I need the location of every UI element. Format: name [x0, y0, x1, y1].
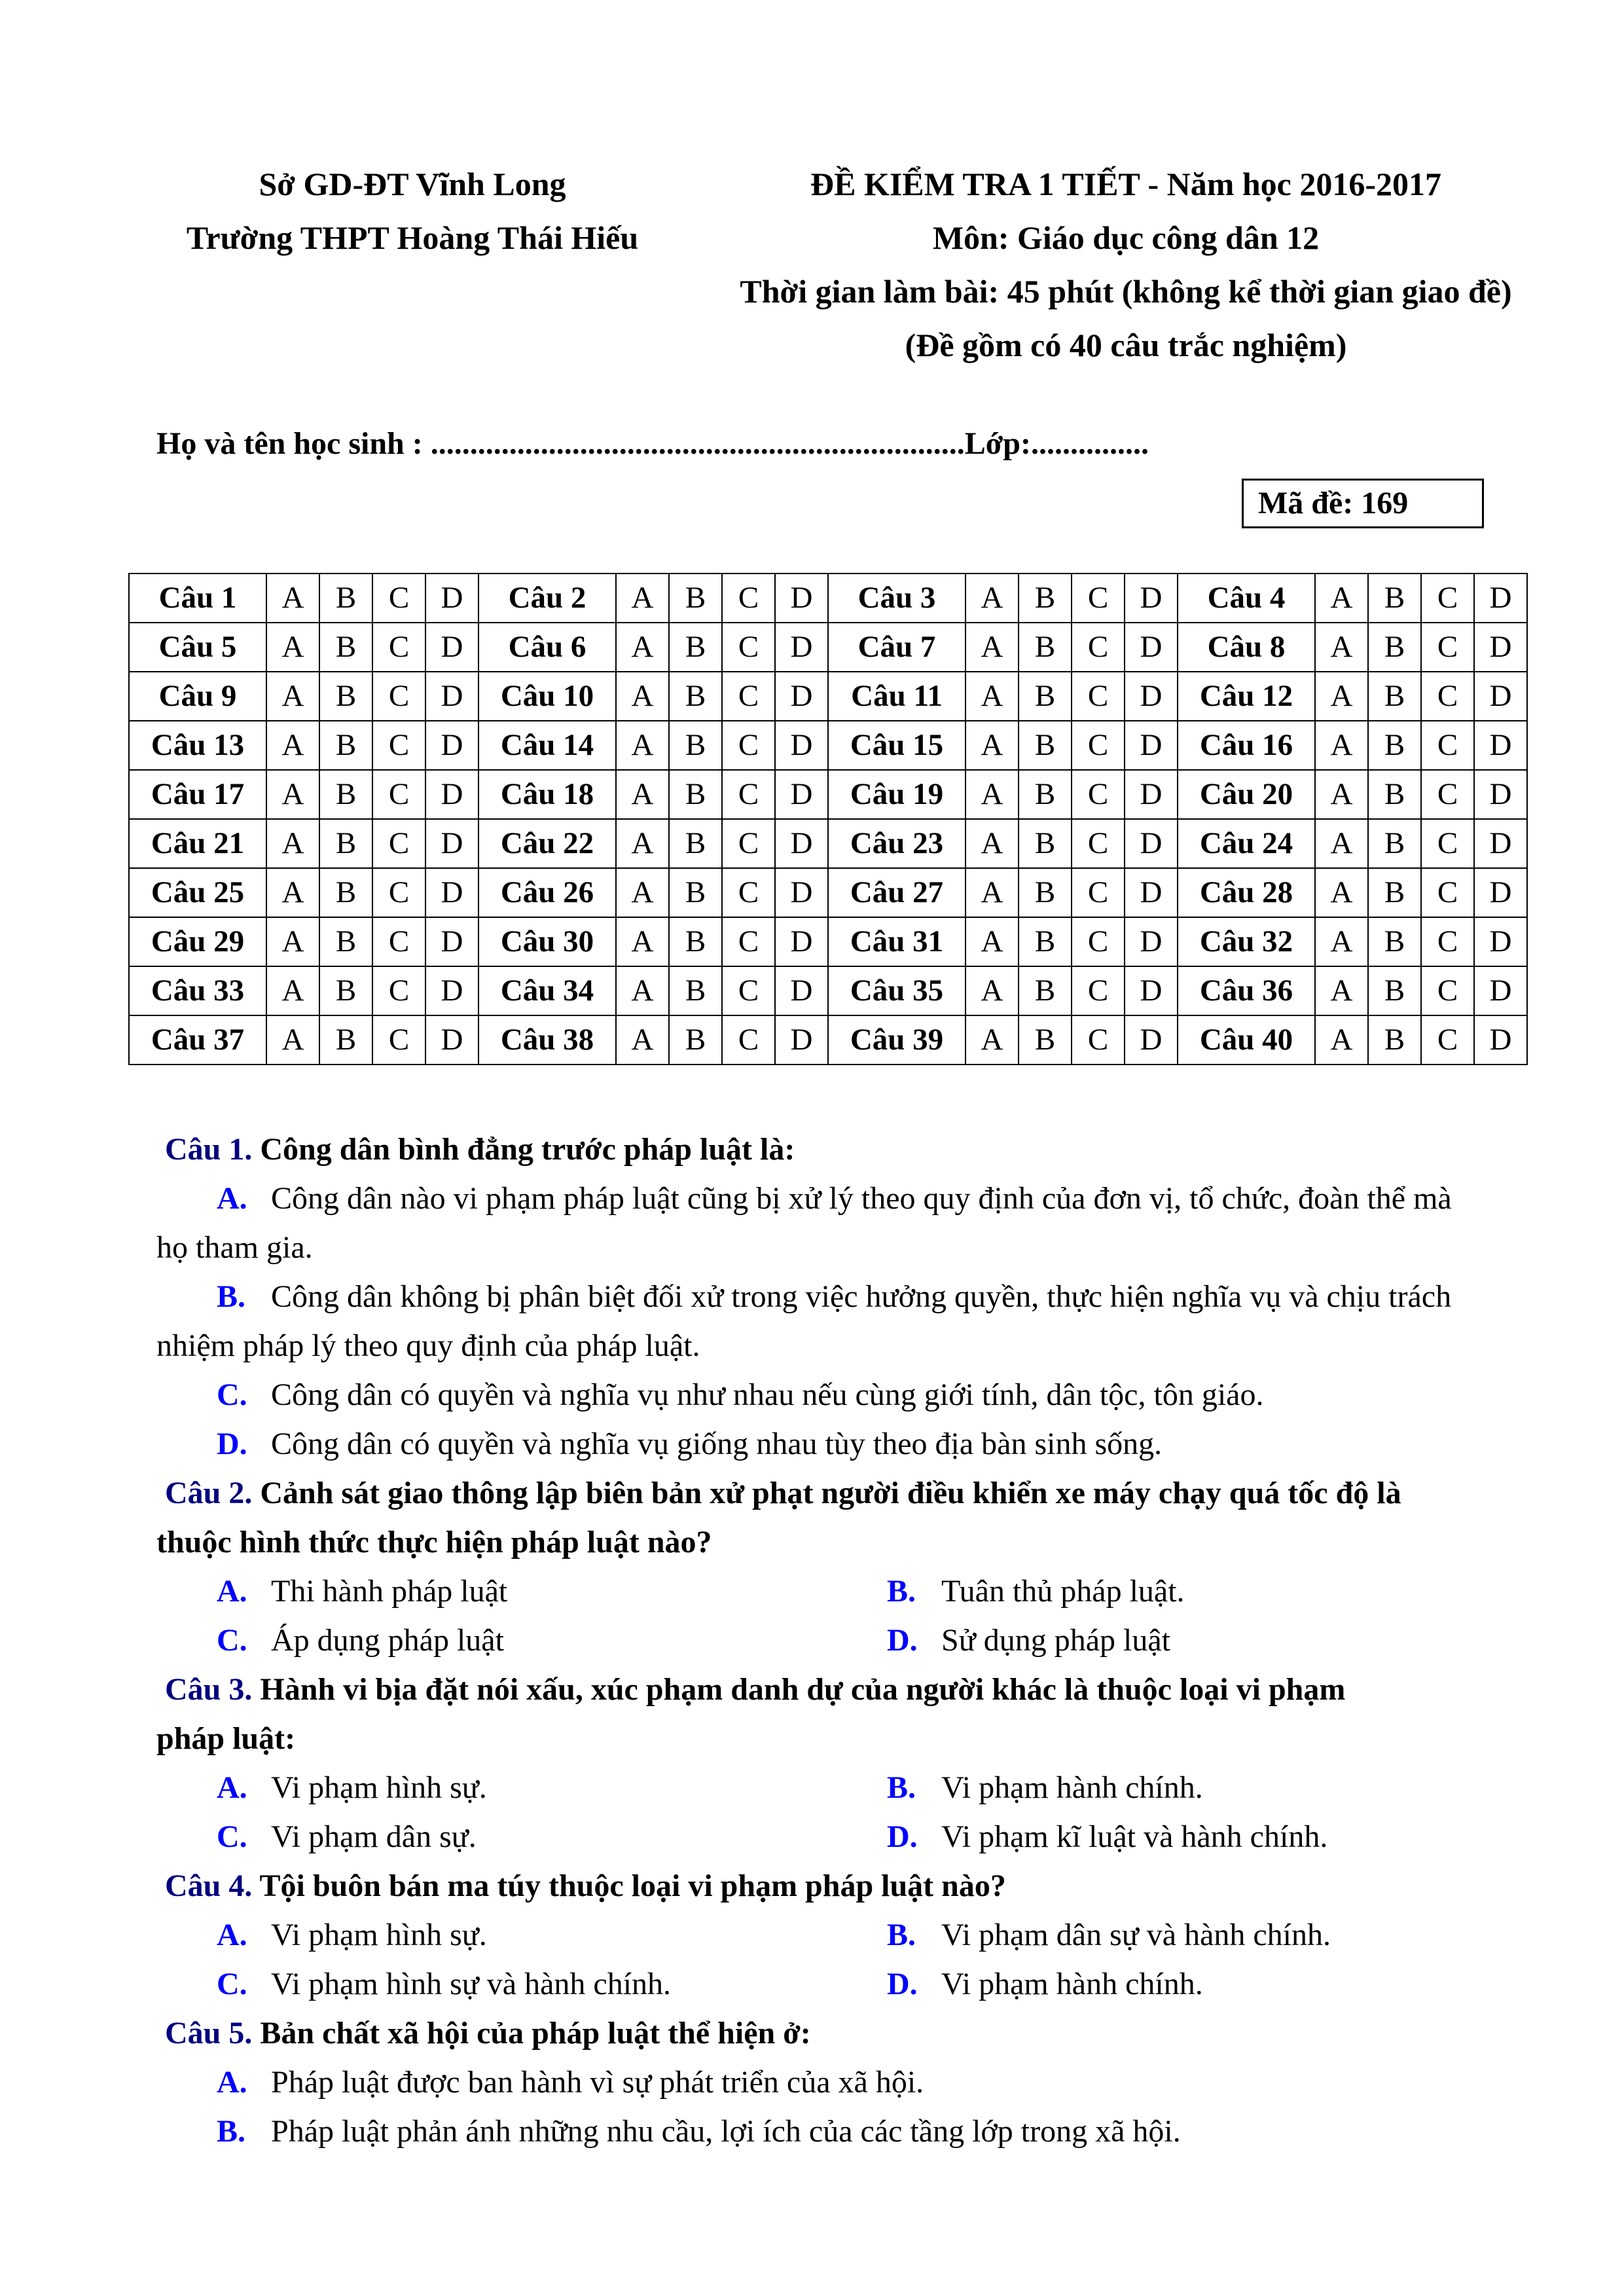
exam-header	[694, 157, 1558, 372]
grid-question-label: Câu 18	[478, 770, 616, 819]
option-c	[217, 1616, 504, 1665]
option-label: A.	[217, 1574, 247, 1609]
option-text: Vi phạm hình sự.	[271, 1770, 487, 1805]
option-row	[0, 1812, 1624, 1861]
answer-grid-row	[129, 868, 1527, 917]
grid-option-cell[interactable]: C	[1421, 819, 1474, 868]
answer-grid-row	[129, 721, 1527, 770]
grid-option-cell[interactable]: D	[1125, 1015, 1178, 1065]
grid-question-label: Câu 25	[129, 868, 266, 917]
answer-grid-row	[129, 1015, 1527, 1065]
question-text-continued: pháp luật:	[156, 1721, 296, 1756]
grid-option-cell[interactable]: D	[1125, 819, 1178, 868]
grid-option-cell[interactable]: D	[1125, 770, 1178, 819]
grid-option-cell[interactable]: C	[372, 917, 425, 966]
grid-option-cell[interactable]: C	[1421, 917, 1474, 966]
exam-note: (Đề gồm có 40 câu trắc nghiệm)	[905, 327, 1347, 363]
grid-option-cell[interactable]: C	[372, 672, 425, 721]
grid-option-cell[interactable]: D	[1125, 623, 1178, 672]
grid-option-cell[interactable]: A	[616, 917, 669, 966]
option-d	[0, 1419, 1624, 1468]
exam-code-box: Mã đề: 169	[1242, 479, 1484, 528]
grid-option-cell[interactable]: A	[1315, 672, 1368, 721]
option-a	[217, 1910, 487, 1959]
option-c	[0, 1370, 1624, 1419]
answer-grid-row	[129, 623, 1527, 672]
grid-option-cell[interactable]: D	[425, 672, 478, 721]
grid-option-cell[interactable]: B	[669, 819, 722, 868]
option-d	[887, 1812, 1327, 1861]
grid-option-cell[interactable]: A	[1315, 623, 1368, 672]
option-b	[0, 1272, 1624, 1370]
grid-option-cell[interactable]: A	[616, 868, 669, 917]
grid-option-cell[interactable]: D	[425, 623, 478, 672]
grid-option-cell[interactable]: D	[775, 819, 828, 868]
grid-option-cell[interactable]: D	[775, 672, 828, 721]
grid-option-cell[interactable]: D	[425, 966, 478, 1015]
grid-question-label: Câu 32	[1178, 917, 1315, 966]
grid-option-cell[interactable]: A	[266, 672, 319, 721]
option-label: D.	[887, 1623, 918, 1658]
grid-option-cell[interactable]: C	[1421, 623, 1474, 672]
grid-option-cell[interactable]: B	[1368, 770, 1421, 819]
grid-option-cell[interactable]: D	[1125, 574, 1178, 623]
grid-option-cell[interactable]: C	[1072, 868, 1125, 917]
grid-question-label: Câu 33	[129, 966, 266, 1015]
answer-grid-row	[129, 917, 1527, 966]
grid-option-cell[interactable]: B	[1368, 819, 1421, 868]
grid-option-cell[interactable]: D	[425, 574, 478, 623]
school-header	[151, 157, 674, 264]
grid-option-cell[interactable]: C	[722, 966, 775, 1015]
grid-question-label: Câu 12	[1178, 672, 1315, 721]
grid-option-cell[interactable]: A	[616, 623, 669, 672]
answer-grid-row	[129, 574, 1527, 623]
grid-option-cell[interactable]: B	[669, 721, 722, 770]
question-3	[0, 1665, 1624, 1714]
option-label: D.	[887, 1819, 918, 1854]
grid-option-cell[interactable]: A	[616, 1015, 669, 1065]
grid-option-cell[interactable]: B	[1019, 1015, 1072, 1065]
question-number: Câu 4.	[165, 1868, 253, 1903]
grid-option-cell[interactable]: B	[319, 819, 372, 868]
grid-option-cell[interactable]: C	[1421, 672, 1474, 721]
grid-option-cell[interactable]: A	[616, 819, 669, 868]
grid-option-cell[interactable]: D	[1474, 574, 1527, 623]
grid-option-cell[interactable]: D	[1474, 721, 1527, 770]
grid-question-label: Câu 36	[1178, 966, 1315, 1015]
grid-option-cell[interactable]: B	[1368, 966, 1421, 1015]
grid-option-cell[interactable]: D	[1474, 819, 1527, 868]
grid-option-cell[interactable]: A	[266, 721, 319, 770]
grid-option-cell[interactable]: D	[1474, 770, 1527, 819]
grid-option-cell[interactable]: C	[1421, 1015, 1474, 1065]
option-b	[0, 2107, 1624, 2156]
grid-option-cell[interactable]: B	[669, 770, 722, 819]
grid-option-cell[interactable]: D	[1125, 672, 1178, 721]
grid-option-cell[interactable]: A	[1315, 917, 1368, 966]
grid-option-cell[interactable]: D	[425, 868, 478, 917]
grid-question-label: Câu 20	[1178, 770, 1315, 819]
grid-option-cell[interactable]: C	[1421, 574, 1474, 623]
answer-grid-row	[129, 672, 1527, 721]
question-number: Câu 3.	[165, 1672, 253, 1707]
grid-option-cell[interactable]: C	[1072, 770, 1125, 819]
grid-option-cell[interactable]: B	[1019, 574, 1072, 623]
grid-question-label: Câu 23	[828, 819, 965, 868]
grid-option-cell[interactable]: A	[965, 868, 1019, 917]
grid-option-cell[interactable]: A	[616, 721, 669, 770]
question-text: Công dân bình đẳng trước pháp luật là:	[260, 1132, 795, 1167]
grid-option-cell[interactable]: A	[266, 917, 319, 966]
grid-option-cell[interactable]: B	[1368, 721, 1421, 770]
grid-option-cell[interactable]: A	[1315, 770, 1368, 819]
grid-question-label: Câu 31	[828, 917, 965, 966]
option-label: D.	[887, 1967, 918, 2001]
grid-option-cell[interactable]: B	[319, 966, 372, 1015]
grid-option-cell[interactable]: A	[1315, 1015, 1368, 1065]
grid-option-cell[interactable]: C	[1072, 623, 1125, 672]
option-label: C.	[217, 1819, 247, 1854]
option-text: Công dân không bị phân biệt đối xử trong việc hưởng quyền, thực hiện nghĩa vụ và chịu trách nhiệm pháp lý theo quy định của pháp luật.	[156, 1279, 1452, 1363]
grid-option-cell[interactable]: C	[1072, 819, 1125, 868]
grid-question-label: Câu 15	[828, 721, 965, 770]
grid-option-cell[interactable]: B	[1019, 623, 1072, 672]
grid-question-label: Câu 21	[129, 819, 266, 868]
grid-option-cell[interactable]: C	[372, 966, 425, 1015]
question-text: Hành vi bịa đặt nói xấu, xúc phạm danh dự của người khác là thuộc loại vi phạm	[260, 1672, 1346, 1707]
school-name: Trường THPT Hoàng Thái Hiếu	[186, 219, 639, 256]
grid-option-cell[interactable]: D	[425, 917, 478, 966]
option-label: B.	[887, 1918, 916, 1952]
option-a	[0, 1174, 1624, 1272]
grid-option-cell[interactable]: A	[965, 721, 1019, 770]
grid-option-cell[interactable]: D	[775, 574, 828, 623]
grid-option-cell[interactable]: B	[1019, 819, 1072, 868]
grid-option-cell[interactable]: C	[722, 819, 775, 868]
option-row	[0, 1616, 1624, 1665]
grid-question-label: Câu 22	[478, 819, 616, 868]
option-label: A.	[217, 1181, 247, 1216]
option-text: Công dân nào vi phạm pháp luật cũng bị xử lý theo quy định của đơn vị, tổ chức, đoàn thể mà họ tham gia.	[156, 1181, 1452, 1265]
grid-question-label: Câu 40	[1178, 1015, 1315, 1065]
grid-option-cell[interactable]: D	[775, 868, 828, 917]
option-text: Vi phạm hình sự và hành chính.	[271, 1967, 672, 2001]
option-label: C.	[217, 1377, 247, 1412]
option-label: B.	[887, 1574, 916, 1609]
grid-question-label: Câu 5	[129, 623, 266, 672]
grid-option-cell[interactable]: D	[1125, 868, 1178, 917]
grid-option-cell[interactable]: C	[722, 672, 775, 721]
grid-option-cell[interactable]: D	[1474, 917, 1527, 966]
grid-option-cell[interactable]: B	[1019, 672, 1072, 721]
grid-option-cell[interactable]: D	[775, 770, 828, 819]
grid-option-cell[interactable]: A	[266, 623, 319, 672]
grid-option-cell[interactable]: B	[1368, 672, 1421, 721]
grid-option-cell[interactable]: B	[669, 1015, 722, 1065]
option-label: C.	[217, 1623, 247, 1658]
grid-option-cell[interactable]: B	[319, 672, 372, 721]
grid-option-cell[interactable]: D	[425, 819, 478, 868]
grid-option-cell[interactable]: B	[319, 1015, 372, 1065]
grid-option-cell[interactable]: C	[722, 574, 775, 623]
student-info-line: Họ và tên học sinh : ....................................................................Lớp:...............	[156, 426, 1149, 461]
grid-option-cell[interactable]: B	[1368, 574, 1421, 623]
option-text: Áp dụng pháp luật	[271, 1623, 504, 1658]
grid-option-cell[interactable]: C	[372, 721, 425, 770]
grid-option-cell[interactable]: B	[1368, 917, 1421, 966]
answer-grid-row	[129, 770, 1527, 819]
grid-option-cell[interactable]: D	[1474, 1015, 1527, 1065]
option-label: A.	[217, 2065, 247, 2100]
grid-question-label: Câu 16	[1178, 721, 1315, 770]
grid-option-cell[interactable]: B	[669, 672, 722, 721]
answer-grid-row	[129, 966, 1527, 1015]
option-text: Thi hành pháp luật	[271, 1574, 508, 1609]
grid-option-cell[interactable]: D	[1474, 966, 1527, 1015]
exam-subject: Môn: Giáo dục công dân 12	[932, 219, 1320, 256]
grid-option-cell[interactable]: C	[1421, 966, 1474, 1015]
grid-option-cell[interactable]: C	[1072, 966, 1125, 1015]
grid-option-cell[interactable]: A	[1315, 868, 1368, 917]
grid-option-cell[interactable]: A	[616, 770, 669, 819]
grid-option-cell[interactable]: C	[372, 868, 425, 917]
grid-option-cell[interactable]: C	[1072, 721, 1125, 770]
grid-option-cell[interactable]: A	[965, 917, 1019, 966]
grid-option-cell[interactable]: C	[372, 574, 425, 623]
exam-duration: Thời gian làm bài: 45 phút (không kể thời gian giao đề)	[740, 273, 1512, 310]
option-text: Vi phạm dân sự và hành chính.	[941, 1918, 1331, 1952]
grid-option-cell[interactable]: D	[1125, 721, 1178, 770]
option-b	[887, 1910, 1331, 1959]
grid-option-cell[interactable]: B	[319, 868, 372, 917]
grid-option-cell[interactable]: C	[372, 819, 425, 868]
grid-option-cell[interactable]: D	[775, 917, 828, 966]
grid-option-cell[interactable]: D	[1125, 966, 1178, 1015]
grid-option-cell[interactable]: B	[669, 623, 722, 672]
grid-question-label: Câu 19	[828, 770, 965, 819]
grid-question-label: Câu 4	[1178, 574, 1315, 623]
grid-option-cell[interactable]: B	[1019, 917, 1072, 966]
grid-option-cell[interactable]: D	[775, 623, 828, 672]
grid-question-label: Câu 3	[828, 574, 965, 623]
question-list	[0, 1125, 1624, 2156]
grid-option-cell[interactable]: C	[1072, 1015, 1125, 1065]
question-1	[0, 1125, 1624, 1174]
option-row	[0, 1763, 1624, 1812]
grid-option-cell[interactable]: C	[372, 1015, 425, 1065]
grid-option-cell[interactable]: A	[616, 966, 669, 1015]
grid-option-cell[interactable]: D	[425, 1015, 478, 1065]
option-text: Vi phạm kĩ luật và hành chính.	[941, 1819, 1328, 1854]
grid-option-cell[interactable]: C	[722, 721, 775, 770]
grid-question-label: Câu 9	[129, 672, 266, 721]
option-c	[217, 1812, 477, 1861]
grid-option-cell[interactable]: B	[669, 868, 722, 917]
option-text: Công dân có quyền và nghĩa vụ giống nhau tùy theo địa bàn sinh sống.	[271, 1427, 1163, 1461]
grid-option-cell[interactable]: A	[1315, 574, 1368, 623]
grid-option-cell[interactable]: A	[616, 672, 669, 721]
grid-option-cell[interactable]: B	[319, 770, 372, 819]
grid-option-cell[interactable]: C	[1421, 868, 1474, 917]
grid-question-label: Câu 6	[478, 623, 616, 672]
option-a	[0, 2058, 1624, 2107]
grid-option-cell[interactable]: A	[965, 966, 1019, 1015]
answer-grid-row	[129, 819, 1527, 868]
grid-option-cell[interactable]: C	[722, 623, 775, 672]
grid-question-label: Câu 30	[478, 917, 616, 966]
grid-option-cell[interactable]: A	[1315, 721, 1368, 770]
grid-option-cell[interactable]: A	[965, 672, 1019, 721]
grid-option-cell[interactable]: A	[616, 574, 669, 623]
grid-option-cell[interactable]: D	[775, 966, 828, 1015]
grid-option-cell[interactable]: B	[1019, 868, 1072, 917]
option-text: Công dân có quyền và nghĩa vụ như nhau nếu cùng giới tính, dân tộc, tôn giáo.	[271, 1377, 1264, 1412]
grid-option-cell[interactable]: A	[266, 819, 319, 868]
answer-grid	[128, 573, 1528, 1065]
option-label: B.	[217, 1279, 246, 1314]
option-text: Tuân thủ pháp luật.	[941, 1574, 1185, 1609]
question-4	[0, 1861, 1624, 1910]
grid-option-cell[interactable]: A	[965, 623, 1019, 672]
question-2	[0, 1468, 1624, 1518]
option-d	[887, 1616, 1170, 1665]
grid-question-label: Câu 24	[1178, 819, 1315, 868]
grid-option-cell[interactable]: C	[722, 1015, 775, 1065]
grid-option-cell[interactable]: A	[1315, 966, 1368, 1015]
grid-option-cell[interactable]: D	[775, 1015, 828, 1065]
option-a	[217, 1567, 507, 1616]
grid-question-label: Câu 39	[828, 1015, 965, 1065]
grid-option-cell[interactable]: A	[266, 868, 319, 917]
grid-option-cell[interactable]: D	[1474, 868, 1527, 917]
grid-option-cell[interactable]: D	[1125, 917, 1178, 966]
grid-question-label: Câu 11	[828, 672, 965, 721]
question-number: Câu 5.	[165, 2016, 253, 2050]
option-label: A.	[217, 1918, 247, 1952]
grid-question-label: Câu 7	[828, 623, 965, 672]
option-row	[0, 1959, 1624, 2009]
option-label: A.	[217, 1770, 247, 1805]
grid-question-label: Câu 8	[1178, 623, 1315, 672]
grid-option-cell[interactable]: B	[1368, 868, 1421, 917]
grid-option-cell[interactable]: B	[319, 623, 372, 672]
grid-question-label: Câu 2	[478, 574, 616, 623]
grid-option-cell[interactable]: B	[319, 917, 372, 966]
grid-option-cell[interactable]: D	[1474, 672, 1527, 721]
grid-option-cell[interactable]: A	[965, 770, 1019, 819]
grid-option-cell[interactable]: B	[1368, 1015, 1421, 1065]
option-text: Vi phạm hành chính.	[941, 1967, 1203, 2001]
grid-option-cell[interactable]: B	[1019, 966, 1072, 1015]
grid-question-label: Câu 27	[828, 868, 965, 917]
option-b	[887, 1567, 1185, 1616]
grid-question-label: Câu 37	[129, 1015, 266, 1065]
grid-question-label: Câu 28	[1178, 868, 1315, 917]
grid-option-cell[interactable]: D	[1474, 623, 1527, 672]
grid-option-cell[interactable]: A	[266, 1015, 319, 1065]
question-number: Câu 1.	[165, 1132, 253, 1167]
grid-option-cell[interactable]: D	[775, 721, 828, 770]
option-row	[0, 1567, 1624, 1616]
grid-option-cell[interactable]: C	[722, 917, 775, 966]
grid-option-cell[interactable]: C	[722, 868, 775, 917]
option-text: Vi phạm dân sự.	[271, 1819, 477, 1854]
grid-question-label: Câu 35	[828, 966, 965, 1015]
grid-option-cell[interactable]: B	[1019, 770, 1072, 819]
grid-option-cell[interactable]: C	[372, 770, 425, 819]
grid-option-cell[interactable]: C	[1421, 721, 1474, 770]
grid-option-cell[interactable]: A	[1315, 819, 1368, 868]
grid-option-cell[interactable]: C	[1072, 672, 1125, 721]
grid-question-label: Câu 14	[478, 721, 616, 770]
department-name: Sở GD-ĐT Vĩnh Long	[259, 166, 566, 202]
grid-option-cell[interactable]: C	[1421, 770, 1474, 819]
grid-question-label: Câu 34	[478, 966, 616, 1015]
grid-option-cell[interactable]: C	[1072, 917, 1125, 966]
grid-option-cell[interactable]: B	[1019, 721, 1072, 770]
option-label: D.	[217, 1427, 247, 1461]
grid-question-label: Câu 17	[129, 770, 266, 819]
grid-option-cell[interactable]: C	[372, 623, 425, 672]
question-number: Câu 2.	[165, 1476, 253, 1510]
question-text: Bản chất xã hội của pháp luật thể hiện ở:	[260, 2016, 811, 2050]
option-b	[887, 1763, 1203, 1812]
grid-option-cell[interactable]: B	[1368, 623, 1421, 672]
grid-option-cell[interactable]: C	[1072, 574, 1125, 623]
question-5	[0, 2009, 1624, 2058]
grid-question-label: Câu 13	[129, 721, 266, 770]
grid-option-cell[interactable]: B	[669, 966, 722, 1015]
grid-option-cell[interactable]: A	[965, 574, 1019, 623]
option-row	[0, 1910, 1624, 1959]
option-label: B.	[217, 2114, 246, 2149]
option-d	[887, 1959, 1203, 2009]
grid-question-label: Câu 26	[478, 868, 616, 917]
grid-option-cell[interactable]: D	[425, 770, 478, 819]
question-text: Cảnh sát giao thông lập biên bản xử phạt người điều khiển xe máy chạy quá tốc độ là	[260, 1476, 1401, 1510]
grid-option-cell[interactable]: B	[319, 721, 372, 770]
option-text: Vi phạm hình sự.	[271, 1918, 487, 1952]
option-a	[217, 1763, 487, 1812]
grid-option-cell[interactable]: D	[425, 721, 478, 770]
option-label: B.	[887, 1770, 916, 1805]
grid-option-cell[interactable]: A	[965, 819, 1019, 868]
option-c	[217, 1959, 671, 2009]
option-label: C.	[217, 1967, 247, 2001]
option-text: Pháp luật được ban hành vì sự phát triển của xã hội.	[271, 2065, 924, 2100]
grid-question-label: Câu 10	[478, 672, 616, 721]
grid-option-cell[interactable]: B	[669, 917, 722, 966]
option-text: Pháp luật phản ánh những nhu cầu, lợi ích của các tầng lớp trong xã hội.	[271, 2114, 1181, 2149]
option-text: Sử dụng pháp luật	[941, 1623, 1170, 1658]
grid-question-label: Câu 29	[129, 917, 266, 966]
question-text-continued: thuộc hình thức thực hiện pháp luật nào?	[156, 1525, 712, 1559]
question-text: Tội buôn bán ma túy thuộc loại vi phạm pháp luật nào?	[259, 1868, 1006, 1903]
grid-option-cell[interactable]: B	[669, 574, 722, 623]
grid-option-cell[interactable]: A	[266, 966, 319, 1015]
option-text: Vi phạm hành chính.	[941, 1770, 1203, 1805]
grid-option-cell[interactable]: C	[722, 770, 775, 819]
grid-question-label: Câu 38	[478, 1015, 616, 1065]
grid-option-cell[interactable]: B	[319, 574, 372, 623]
grid-question-label: Câu 1	[129, 574, 266, 623]
exam-title: ĐỀ KIỂM TRA 1 TIẾT - Năm học 2016-2017	[810, 166, 1441, 202]
grid-option-cell[interactable]: A	[266, 574, 319, 623]
grid-option-cell[interactable]: A	[266, 770, 319, 819]
grid-option-cell[interactable]: A	[965, 1015, 1019, 1065]
